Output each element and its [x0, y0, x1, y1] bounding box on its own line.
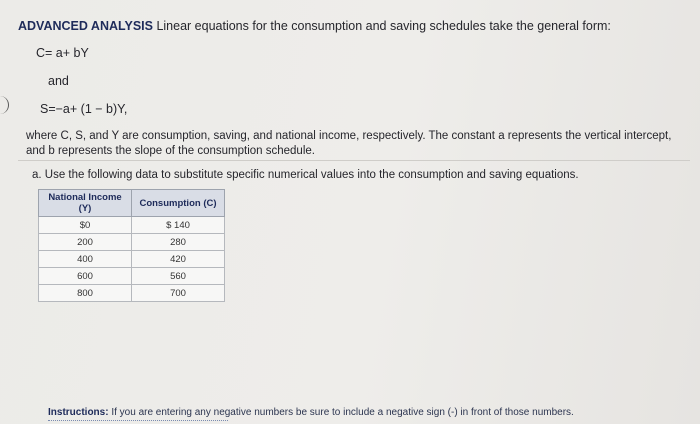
advanced-analysis-label: ADVANCED ANALYSIS — [18, 19, 153, 33]
table-row — [39, 251, 225, 268]
consumption-cell: $ 140 — [132, 217, 225, 234]
consumption-equation: C= a+ bY — [36, 46, 89, 60]
income-consumption-table — [38, 189, 225, 302]
question-header — [18, 18, 688, 34]
table-row — [39, 234, 225, 251]
equation-connector: and — [48, 74, 69, 88]
section-divider — [18, 160, 690, 161]
consumption-cell: 560 — [132, 268, 225, 285]
income-cell: 600 — [39, 268, 132, 285]
income-cell: 200 — [39, 234, 132, 251]
table-header-row — [39, 190, 225, 217]
table-row — [39, 268, 225, 285]
instructions-text: If you are entering any negative numbers be sure to include a negative sign (-) in front of those numbers. — [108, 407, 574, 418]
consumption-cell: 280 — [132, 234, 225, 251]
saving-equation: S=−a+ (1 − b)Y, — [40, 102, 128, 116]
page-edge-marker — [0, 96, 9, 114]
table-row — [39, 217, 225, 234]
part-a-prompt: a. Use the following data to substitute specific numerical values into the consumption and saving equations. — [32, 169, 579, 181]
instructions-underline — [48, 420, 228, 421]
header-text: Linear equations for the consumption and saving schedules take the general form: — [152, 19, 611, 33]
column-header-national-income: National Income (Y) — [39, 190, 132, 217]
income-cell: $0 — [39, 217, 132, 234]
instructions-note — [48, 406, 574, 419]
instructions-label: Instructions: — [48, 407, 109, 418]
column-header-consumption: Consumption (C) — [132, 190, 225, 217]
income-cell: 400 — [39, 251, 132, 268]
explanation-text: where C, S, and Y are consumption, saving, and national income, respectively. The constant a represents the vertical intercept, and b represents the slope of the consumption schedule. — [26, 130, 672, 157]
consumption-cell: 700 — [132, 285, 225, 302]
consumption-cell: 420 — [132, 251, 225, 268]
income-cell: 800 — [39, 285, 132, 302]
table-row — [39, 285, 225, 302]
